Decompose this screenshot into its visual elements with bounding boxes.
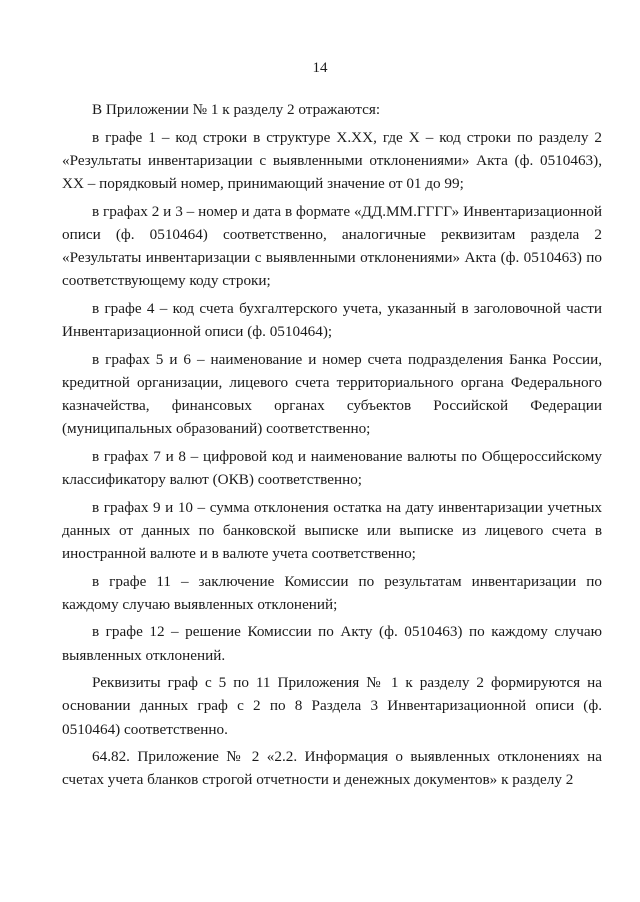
page-number: 14 — [312, 60, 328, 76]
paragraph-columns-2-3: в графах 2 и 3 – номер и дата в формате «ДД.ММ.ГГГГ» Инвентаризационной описи (ф. 0510464) соответственно, аналогичные реквизитам раздела 2 «Результаты инвентаризации с выявленными отклонениями» Акта (ф. 0510463) по соответствующему коду строки; — [62, 202, 602, 290]
paragraph-columns-7-8: в графах 7 и 8 – цифровой код и наименование валюты по Общероссийскому классификатору валют (ОКВ) соответственно; — [62, 447, 602, 488]
paragraph-requisites: Реквизиты граф с 5 по 11 Приложения № 1 к разделу 2 формируются на основании данных граф с 2 по 8 Раздела 3 Инвентаризационной описи (ф. 0510464) соответственно. — [62, 674, 602, 738]
paragraph-column-1: в графе 1 – код строки в структуре Х.ХХ, где Х – код строки по разделу 2 «Результаты инвентаризации с выявленными отклонениями» Акта (ф. 0510463), ХХ – порядковый номер, принимающий значение от 01 до 99; — [62, 128, 602, 192]
paragraph-intro: В Приложении № 1 к разделу 2 отражаются: — [92, 101, 381, 118]
paragraph-column-11: в графе 11 – заключение Комиссии по результатам инвентаризации по каждому случаю выявленных отклонений; — [62, 572, 602, 613]
paragraph-columns-5-6: в графах 5 и 6 – наименование и номер счета подразделения Банка России, кредитной организации, лицевого счета территориального органа Федерального казначейства, финансовых органах субъектов Российской Федерации (муниципальных образований) соответственно; — [62, 350, 602, 438]
paragraph-columns-9-10: в графах 9 и 10 – сумма отклонения остатка на дату инвентаризации учетных данных от данных по банковской выписке или выписке из лицевого счета в иностранной валюте и в валюте учета соответственно; — [62, 498, 602, 562]
paragraph-column-12: в графе 12 – решение Комиссии по Акту (ф. 0510463) по каждому случаю выявленных отклонений. — [62, 623, 602, 664]
paragraph-column-4: в графе 4 – код счета бухгалтерского учета, указанный в заголовочной части Инвентаризационной описи (ф. 0510464); — [62, 299, 602, 340]
paragraph-section-64-82: 64.82. Приложение № 2 «2.2. Информация о выявленных отклонениях на счетах учета бланков строгой отчетности и денежных документов» к разделу 2 — [62, 748, 602, 789]
document-body — [62, 98, 602, 796]
